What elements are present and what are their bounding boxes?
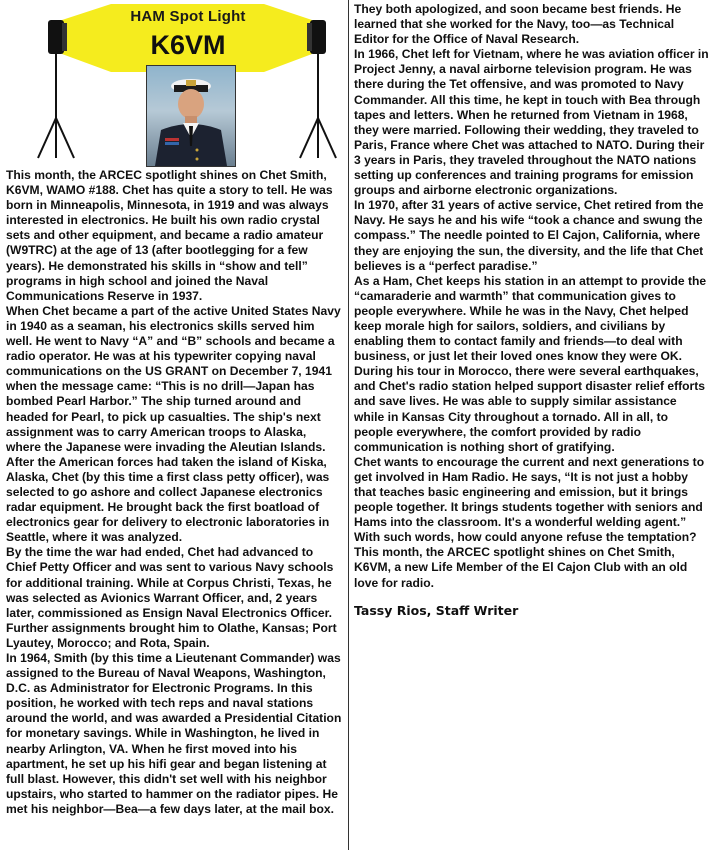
article-paragraph: By the time the war had ended, Chet had advanced to Chief Petty Officer and was sent to various Navy schools for additional training. While at Corpus Christi, Texas, he was selected as Avionics Warrant Officer, and, 2 years later, commissioned as Ensign Naval Electronics Officer. Further assignments brought him to Olathe, Kansas; Port Lyautey, Morocco; and Rota, Spain. xyxy=(6,545,337,650)
banner-title: HAM Spot Light xyxy=(130,8,246,25)
officer-portrait-image xyxy=(147,66,235,166)
article-right-column xyxy=(354,2,710,618)
article-paragraph: As a Ham, Chet keeps his station in an attempt to provide the “camaraderie and warmth” that communication gives to people everywhere. While he was in the Navy, Chet helped keep morale high for sailors, soldiers, and civilians by enabling them to contact family and friends—to deal with business, or just let their loved ones know they were OK. During his tour in Morocco, there were several earthquakes, and Chet's radio station helped support disaster relief efforts and save lives. He was able to supply similar assistance while in Kansas City throughout a tornado. All in all, to people everywhere, the comfort provided by radio communication is nothing short of gratifying. xyxy=(354,273,707,454)
article-paragraph: In 1966, Chet left for Vietnam, where he was aviation officer in Project Jenny, a naval airborne television program. He was there during the Tet offensive, and was promoted to Navy Commander. All this time, he kept in touch with Bea through tapes and letters. When he returned from Vietnam in 1968, they were married. Following their wedding, they traveled to Paris, France where Chet was attached to NATO. During their 3 years in Paris, they traveled throughout the NATO nations setting up conferences and training programs for emission groups and airborne electronic organizations. xyxy=(354,47,709,198)
article-paragraph: This month, the ARCEC spotlight shines on Chet Smith, K6VM, WAMO #188. Chet has quite a story to tell. He was born in Minneapolis, Minnesota, in 1919 and was always interested in electronics. He built his own radio crystal sets and other equipment, and became a radio amateur (W9TRC) at the age of 13 (after bootlegging for a few years). He demonstrated his skills in “show and tell” programs in high school and joined the Naval Communications Reserve in 1937. xyxy=(6,168,333,303)
spotlight-header xyxy=(0,0,348,166)
article-paragraph: They both apologized, and soon became best friends. He learned that she worked for the Navy, too—as Technical Editor for the Office of Naval Research. xyxy=(354,2,682,47)
author-byline: Tassy Rios, Staff Writer xyxy=(354,602,519,618)
article-paragraph: Chet wants to encourage the current and next generations to get involved in Ham Radio. He says, “It is not just a hobby that teaches basic engineering and emission, but it brings people together. It brings students together with seniors and Hams into the classroom. It's a wonderful welding agent.” With such words, how could anyone refuse the temptation? This month, the ARCEC spotlight shines on Chet Smith, K6VM, a new Life Member of the El Cajon Club with an old love for radio. xyxy=(354,454,705,590)
article-paragraph: When Chet became a part of the active United States Navy in 1940 as a seaman, his electronics skills served him well. He went to Navy “A” and “B” schools and became a radio operator. He was at his typewriter copying naval communications on the US GRANT on December 7, 1941 when the message came: “This is no drill—Japan has bombed Pearl Harbor.” The ship turned around and headed for Pearl, to pick up casualties. The ship's next assignment was to carry American troops to Alaska, where the Japanese were invading the Aleutian Islands. After the American forces had taken the island of Kiska, Alaska, Chet (by this time a first class petty officer), was selected to go ashore and collect Japanese electronics radar equipment. He brought back the first boatload of electronics gear for delivery to electronic laboratories in Seattle, where it was analyzed. xyxy=(6,303,341,545)
article-paragraph: In 1964, Smith (by this time a Lieutenant Commander) was assigned to the Bureau of Naval Weapons, Washington, D.C. as Administrator for Electronic Programs. In this position, he worked with tech reps and naval stations around the world, and was awarded a Presidential Citation for monetary savings. While in Washington, he lived in nearby Arlington, VA. When he first moved into his apartment, he set up his hifi gear and began listening at full blast. However, this didn't set well with his neighbor upstairs, who started to hammer on the radiator pipes. He met his neighbor—Bea—a few days later, at the mail box. xyxy=(6,651,342,816)
column-divider xyxy=(348,0,349,850)
article-left-column xyxy=(6,168,344,817)
article-paragraph: In 1970, after 31 years of active service, Chet retired from the Navy. He says he and his wife “took a chance and swung the compass.” The needle pointed to El Cajon, California, where they are enjoying the sun, the diversity, and the life that Chet believes is a “perfect paradise.” xyxy=(354,198,704,273)
portrait-photo xyxy=(146,65,236,167)
callsign-title: K6VM xyxy=(150,30,226,60)
